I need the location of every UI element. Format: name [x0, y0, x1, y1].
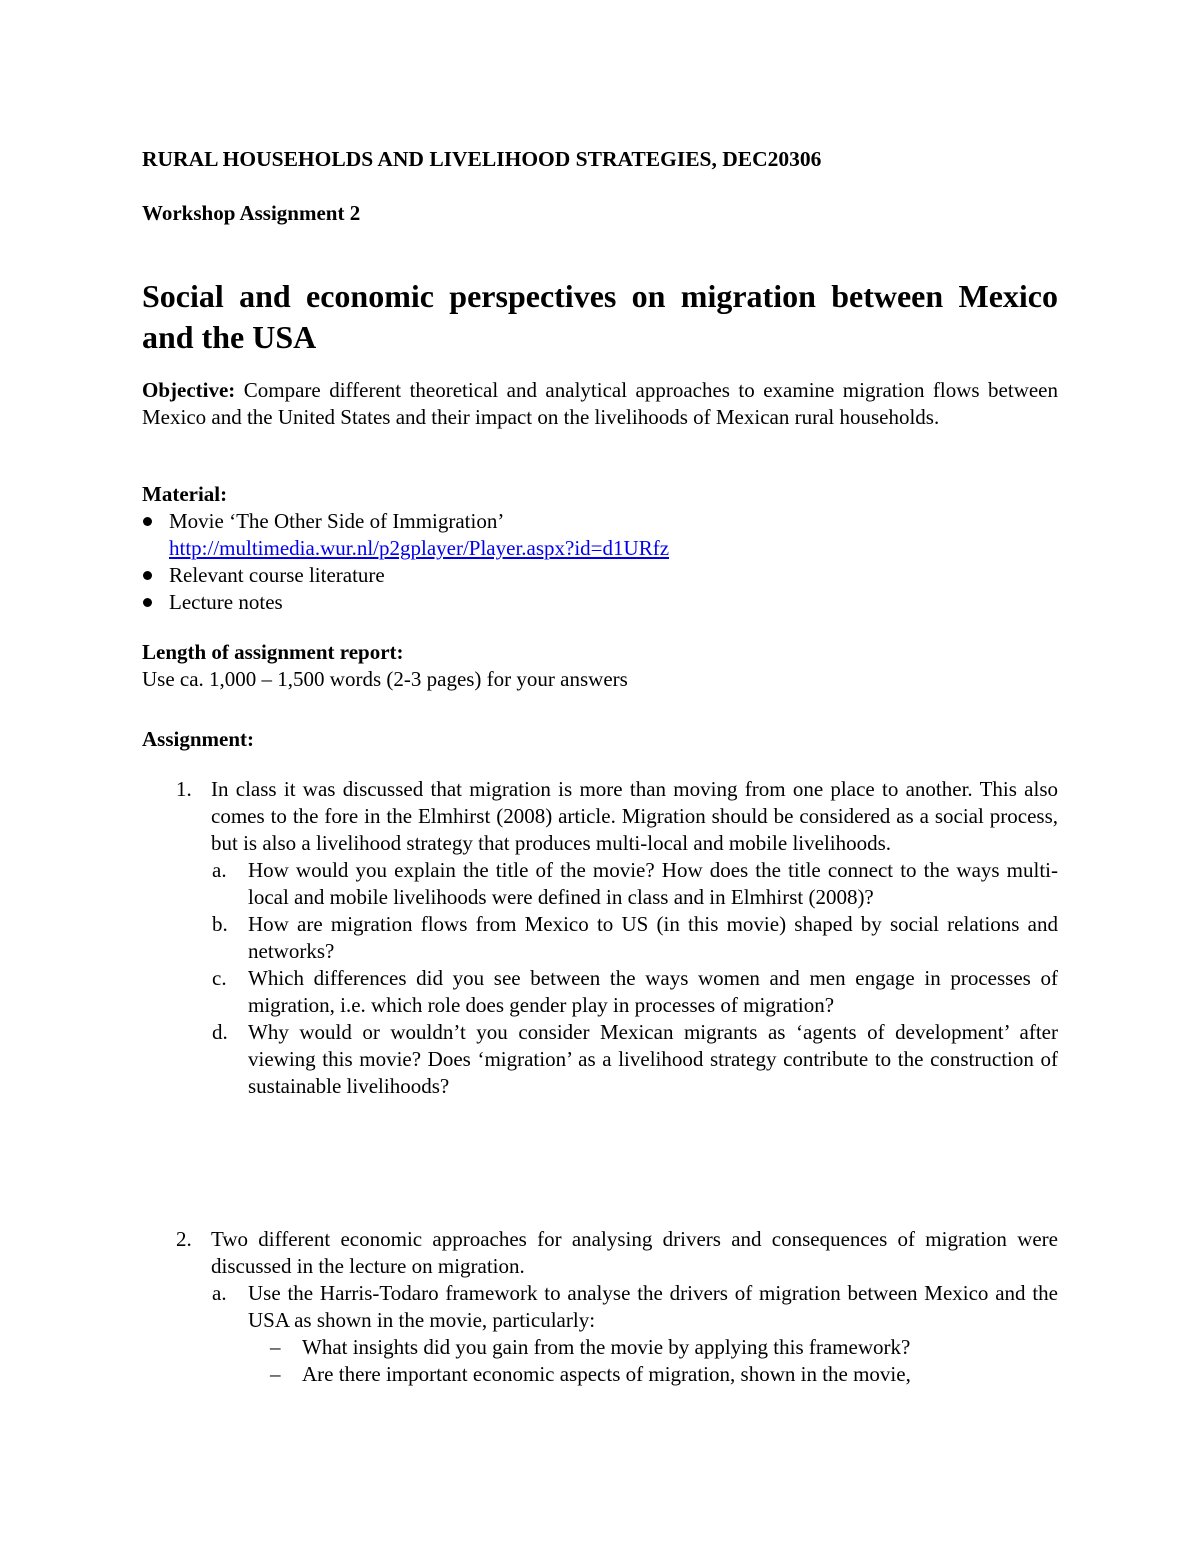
sub-label: d. [212, 1020, 228, 1044]
objective-text: Compare different theoretical and analytical approaches to examine migration flows between Mexico and the United States and their impact on the livelihoods of Mexican rural households. [142, 378, 1059, 429]
movie-link[interactable]: http://multimedia.wur.nl/p2gplayer/Player.aspx?id=d1URfz [169, 536, 670, 560]
sub-text: Which differences did you see between the ways women and men engage in processes of migration, i.e. which role does gender play in processes of migration? [248, 966, 1058, 1017]
objective-label: Objective: [142, 378, 236, 402]
bullet-icon [143, 517, 152, 526]
sub-text: Why would or wouldn’t you consider Mexican migrants as ‘agents of development’ after viewing this movie? Does ‘migration’ as a livelihood strategy contribute to the construction of sustainable livelihoods? [248, 1020, 1058, 1098]
list-item [142, 562, 1058, 589]
course-title: RURAL HOUSEHOLDS AND LIVELIHOOD STRATEGIES, DEC20306 [142, 147, 822, 171]
sub-label: a. [212, 1281, 227, 1305]
objective-paragraph [142, 377, 1058, 431]
sub-question-b [212, 911, 1058, 965]
question-1 [176, 776, 1058, 1100]
dash-text: Are there important economic aspects of migration, shown in the movie, [302, 1362, 911, 1386]
bullet-icon [143, 571, 152, 580]
material-list [142, 508, 1058, 616]
question-text: In class it was discussed that migration is more than moving from one place to another. This also comes to the fore in the Elmhirst (2008) article. Migration should be considered as a social process, but is also a livelihood strategy that produces multi-local and mobile livelihoods. [211, 777, 1058, 855]
dash-item [270, 1334, 1058, 1361]
sub-label: c. [212, 966, 227, 990]
literature-item: Relevant course literature [169, 563, 385, 587]
list-item [142, 508, 1058, 562]
movie-title: Movie ‘The Other Side of Immigration’ [169, 509, 505, 533]
length-text: Use ca. 1,000 – 1,500 words (2-3 pages) for your answers [142, 667, 628, 691]
sub-question-d [212, 1019, 1058, 1100]
sub-question-a [212, 1280, 1058, 1334]
material-heading: Material: [142, 482, 228, 506]
sub-text: How would you explain the title of the movie? How does the title connect to the ways multi-local and mobile livelihoods were defined in class and in Elmhirst (2008)? [248, 858, 1058, 909]
main-title: Social and economic perspectives on migration between Mexico and the USA [142, 278, 1058, 355]
bullet-icon [143, 598, 152, 607]
dash-marker: – [270, 1335, 281, 1359]
question-number: 1. [176, 777, 192, 801]
question-number: 2. [176, 1227, 192, 1251]
length-heading: Length of assignment report: [142, 640, 404, 664]
lecture-notes-item: Lecture notes [169, 590, 283, 614]
list-item [142, 589, 1058, 616]
question-2 [176, 1226, 1058, 1388]
sub-text: Use the Harris-Todaro framework to analyse the drivers of migration between Mexico and the USA as shown in the movie, particularly: [248, 1281, 1058, 1332]
sub-text: How are migration flows from Mexico to US (in this movie) shaped by social relations and networks? [248, 912, 1058, 963]
assignment-heading: Assignment: [142, 727, 255, 751]
question-text: Two different economic approaches for analysing drivers and consequences of migration were discussed in the lecture on migration. [211, 1227, 1058, 1278]
dash-text: What insights did you gain from the movie by applying this framework? [302, 1335, 911, 1359]
sub-question-c [212, 965, 1058, 1019]
sub-label: a. [212, 858, 227, 882]
dash-item [270, 1361, 1058, 1388]
dash-marker: – [270, 1362, 281, 1386]
workshop-title: Workshop Assignment 2 [142, 201, 361, 225]
sub-question-a [212, 857, 1058, 911]
sub-label: b. [212, 912, 228, 936]
